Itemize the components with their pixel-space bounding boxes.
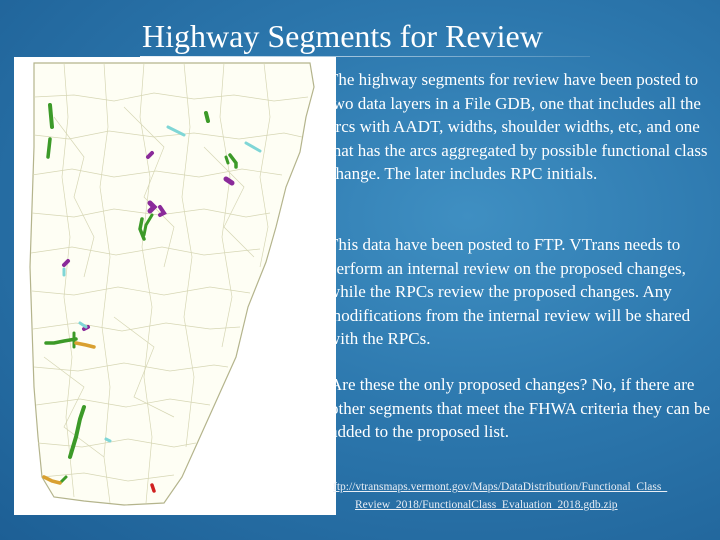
paragraph-data-layers: The highway segments for review have been posted to two data layers in a File GDB, one that includes all the arcs with AADT, widths, shoulder widths, etc, and one that has the arcs aggregated by possible functional class change. The later includes RPC initials. [328,70,708,183]
segment-green [226,157,228,163]
slide-title: Highway Segments for Review [142,18,543,54]
segment-red [152,485,154,491]
ftp-link[interactable] [333,478,718,514]
segment-purple [148,153,152,157]
segment-cyan [106,439,110,441]
segment-purple [64,261,68,265]
segment-purple [226,179,232,183]
paragraph-proposed-changes: Are these the only proposed changes? No, if there are other segments that meet the FHWA criteria they can be added to the proposed list. [330,375,711,441]
paragraph-ftp-review: This data have been posted to FTP. VTrans needs to perform an internal review on the proposed changes, while the RPCs review the proposed changes. Any modifications from the internal review will be shared with the RPCs. [328,235,691,348]
vermont-map [14,57,336,515]
map-graphic [14,57,336,515]
segment-green [206,113,208,121]
segment-green [48,139,50,157]
segment-purple [150,203,154,211]
ftp-link-line-1[interactable]: ftp://vtransmaps.vermont.gov/Maps/DataDistribution/Functional_Class_ [333,481,668,493]
segment-green [50,105,52,127]
ftp-link-line-2[interactable]: Review_2018/FunctionalClass_Evaluation_2018.gdb.zip [355,499,618,511]
